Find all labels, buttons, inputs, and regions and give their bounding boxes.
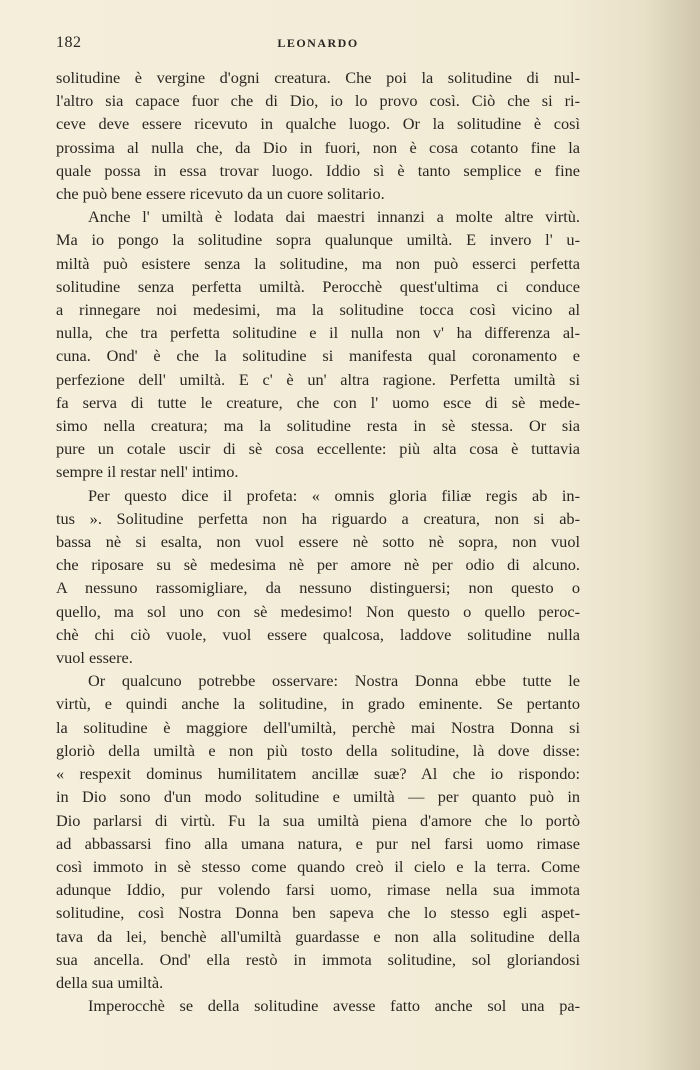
paragraph bbox=[56, 484, 580, 670]
text-line: quello, ma sol uno con sè medesimo! Non questo o quello peroc- bbox=[56, 601, 580, 621]
text-line: bassa nè si esalta, non vuol essere nè sotto nè sopra, non vuol bbox=[56, 532, 580, 552]
text-line: Or qualcuno potrebbe osservare: Nostra Donna ebbe tutte le bbox=[88, 671, 580, 691]
text-line: virtù, e quindi anche la solitudine, in grado eminente. Se pertanto bbox=[56, 694, 580, 714]
text-line: ad abbassarsi fino alla umana natura, e pur nel farsi uomo rimase bbox=[56, 833, 580, 853]
text-line: Per questo dice il profeta: « omnis gloria filiæ regis ab in- bbox=[88, 485, 580, 505]
text-line: della sua umiltà. bbox=[56, 972, 164, 992]
text-line: Ma io pongo la solitudine sopra qualunque umiltà. E invero l' u- bbox=[56, 230, 580, 250]
text-line: gloriò della umiltà e non più tosto della solitudine, là dove disse: bbox=[56, 740, 580, 760]
text-line: sempre il restar nell' intimo. bbox=[56, 462, 239, 482]
text-line: pure un cotale uscir di sè cosa eccellente: più alta cosa è tuttavia bbox=[56, 439, 580, 459]
text-line: ceve deve essere ricevuto in qualche luogo. Or la solitudine è così bbox=[56, 114, 580, 134]
paragraph bbox=[56, 994, 580, 1017]
text-line: così immoto in sè stesso come quando creò il cielo e la terra. Come bbox=[56, 856, 580, 876]
text-line: vuol essere. bbox=[56, 648, 133, 668]
text-line: prossima al nulla che, da Dio in fuori, non è cosa cotanto fine la bbox=[56, 137, 580, 157]
text-line: Dio parlarsi di virtù. Fu la sua umiltà piena d'amore che lo portò bbox=[56, 810, 580, 830]
text-line: A nessuno rassomigliare, da nessuno distinguersi; non questo o bbox=[56, 578, 580, 598]
text-line: fa serva di tutte le creature, che con l' uomo esce di sè mede- bbox=[56, 392, 580, 412]
page-number: 182 bbox=[56, 34, 82, 51]
text-line: tus ». Solitudine perfetta non ha riguardo a creatura, non si ab- bbox=[56, 508, 580, 528]
text-line: perfezione dell' umiltà. E c' è un' altra ragione. Perfetta umiltà si bbox=[56, 369, 580, 389]
text-line: simo nella creatura; ma la solitudine resta in sè stessa. Or sia bbox=[56, 416, 580, 436]
text-line: quale possa in essa trovar luogo. Iddio sì è tanto semplice e fine bbox=[56, 160, 580, 180]
text-line: cuna. Ond' è che la solitudine si manifesta qual coronamento e bbox=[56, 346, 580, 366]
text-line: che può bene essere ricevuto da un cuore solitario. bbox=[56, 184, 385, 204]
running-title: LEONARDO bbox=[277, 36, 359, 50]
running-head bbox=[56, 34, 580, 56]
text-line: adunque Iddio, pur volendo farsi uomo, rimase nella sua immota bbox=[56, 880, 580, 900]
paragraph bbox=[56, 66, 580, 205]
paragraph bbox=[56, 205, 580, 483]
text-line: Imperocchè se della solitudine avesse fatto anche sol una pa- bbox=[88, 996, 580, 1016]
paragraph bbox=[56, 669, 580, 994]
text-line: sua ancella. Ond' ella restò in immota solitudine, sol gloriandosi bbox=[56, 949, 580, 969]
text-line: solitudine è vergine d'ogni creatura. Che poi la solitudine di nul- bbox=[56, 68, 580, 87]
text-line: solitudine, così Nostra Donna ben sapeva che lo stesso egli aspet- bbox=[56, 903, 580, 923]
text-line: l'altro sia capace fuor che di Dio, io lo provo così. Ciò che si ri- bbox=[56, 91, 580, 111]
text-line: Anche l' umiltà è lodata dai maestri innanzi a molte altre virtù. bbox=[88, 207, 580, 227]
text-line: a rinnegare noi medesimi, ma la solitudine tocca così vicino al bbox=[56, 300, 580, 320]
text-line: tava da lei, benchè all'umiltà guardasse e non alla solitudine della bbox=[56, 926, 580, 946]
body-text bbox=[56, 66, 580, 1017]
text-line: che riposare su sè medesima nè per amore nè per odio di alcuno. bbox=[56, 555, 580, 575]
text-line: in Dio sono d'un modo solitudine e umiltà — per quanto può in bbox=[56, 787, 580, 807]
text-line: la solitudine è maggiore dell'umiltà, perchè mai Nostra Donna si bbox=[56, 717, 580, 737]
text-line: « respexit dominus humilitatem ancillæ suæ? Al che io rispondo: bbox=[56, 764, 580, 784]
text-line: chè chi ciò vuole, vuol essere qualcosa, laddove solitudine nulla bbox=[56, 624, 580, 644]
text-line: nulla, che tra perfetta solitudine e il nulla non v' ha differenza al- bbox=[56, 323, 580, 343]
text-line: miltà può esistere senza la solitudine, ma non può esserci perfetta bbox=[56, 253, 580, 273]
text-line: solitudine senza perfetta umiltà. Perocchè quest'ultima ci conduce bbox=[56, 276, 580, 296]
